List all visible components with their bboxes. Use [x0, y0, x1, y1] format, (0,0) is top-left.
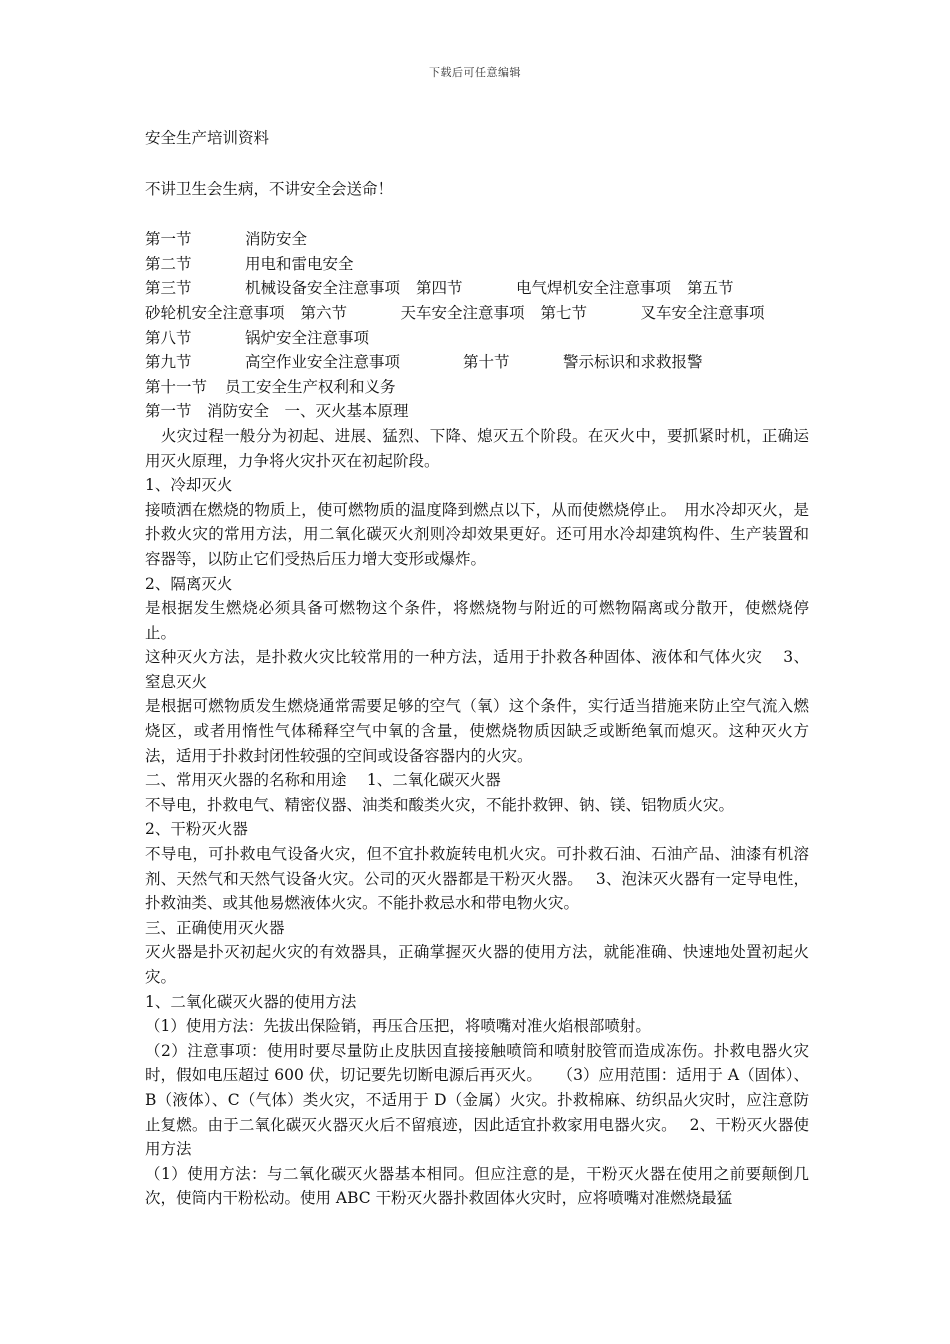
toc-section-title: 锅炉安全注意事项	[245, 328, 370, 347]
paragraph: 火灾过程一般分为初起、进展、猛烈、下降、熄灭五个阶段。在灭火中，要抓紧时机，正确运用灭火原理，力争将火灾扑灭在初起阶段。	[145, 426, 809, 470]
document-title: 安全生产培训资料	[145, 129, 270, 147]
paragraph: 是根据发生燃烧必须具备可燃物这个条件，将燃烧物与附近的可燃物隔离或分散开，使燃烧停止。	[145, 599, 809, 642]
toc-section-title: 消防安全	[245, 230, 308, 249]
toc-section-number: 第十节	[463, 353, 510, 372]
toc-section-number: 第五节	[687, 279, 734, 298]
toc-section-title: 机械设备安全注意事项	[245, 279, 401, 298]
toc-section-title: 高空作业安全注意事项	[245, 353, 401, 372]
toc-section-title: 电气焊机安全注意事项	[516, 279, 672, 298]
paragraph: （1）使用方法：先拔出保险销，再压合压把，将喷嘴对准火焰根部喷射。	[145, 1017, 651, 1036]
paragraph: 是根据可燃物质发生燃烧通常需要足够的空气（氧）这个条件，实行适当措施来防止空气流入燃烧区，或者用惰性气体稀释空气中氧的含量，使燃烧物质因缺乏或断绝氧而熄灭。这种灭火方法，适用于扑救封闭性较强的空间或设备容器内的火灾。	[145, 697, 809, 765]
toc-section-title: 天车安全注意事项	[400, 303, 525, 322]
paragraph: （2）注意事项：使用时要尽量防止皮肤因直接接触喷筒和喷射胶管而造成冻伤。扑救电器火灾时，假如电压超过 600 伏，切记要先切断电源后再灭火。 （3）应用范围：适用于 A（固体）、B（液体）、C（气体）类火灾，不适用于 D（金属）火灾。扑救棉麻、纺织品火灾时，应注意防止复燃。由于二氧化碳灭火器灭火后不留痕迹，因此适宜扑救家用电器火灾。 2、干粉灭火器使用方法	[145, 1041, 809, 1159]
toc-section-title: 砂轮机安全注意事项	[145, 303, 285, 322]
toc-section-number: 第八节	[145, 328, 192, 347]
toc-section-number: 第二节	[145, 254, 192, 273]
subheading: 1、二氧化碳灭火器的使用方法	[145, 992, 357, 1011]
toc-line	[145, 350, 809, 375]
toc-section-number: 第一节	[145, 230, 192, 249]
paragraph: 不导电，可扑救电气设备火灾，但不宜扑救旋转电机火灾。可扑救石油、石油产品、油漆有机溶剂、天然气和天然气设备火灾。公司的灭火器都是干粉灭火器。 3、泡沫灭火器有一定导电性，扑救油类、或其他易燃液体火灾。不能扑救忌水和带电物火灾。	[145, 845, 809, 913]
toc-section-number: 第四节	[416, 279, 463, 298]
paragraph: 这种灭火方法，是扑救火灾比较常用的一种方法，适用于扑救各种固体、液体和气体火灾 3、窒息灭火	[145, 648, 809, 691]
safety-slogan: 不讲卫生会生病，不讲安全会送命！	[145, 179, 394, 198]
subheading: 2、干粉灭火器	[145, 820, 248, 839]
toc-section-title: 用电和雷电安全	[245, 254, 354, 273]
toc-line	[145, 375, 809, 400]
toc-line	[145, 227, 809, 252]
toc-line	[145, 276, 809, 301]
paragraph: 灭火器是扑灭初起火灾的有效器具，正确掌握灭火器的使用方法，就能准确、快速地处置初起火灾。	[145, 943, 809, 986]
toc-section-number: 第三节	[145, 279, 192, 298]
paragraph: （1）使用方法：与二氧化碳灭火器基本相同。但应注意的是，干粉灭火器在使用之前要颠倒几次，使筒内干粉松动。使用 ABC 干粉灭火器扑救固体火灾时，应将喷嘴对准燃烧最猛	[145, 1164, 809, 1208]
paragraph: 不导电，扑救电气、精密仪器、油类和酸类火灾，不能扑救钾、钠、镁、铝物质火灾。	[145, 795, 735, 814]
toc-section-title: 员工安全生产权利和义务	[225, 377, 396, 396]
toc-section-title: 叉车安全注意事项	[640, 303, 765, 322]
toc-section-number: 第七节	[540, 303, 588, 322]
page-header: 下载后可任意编辑	[429, 66, 521, 79]
toc-section-title: 警示标识和求救报警	[563, 353, 703, 372]
toc-section-number: 第九节	[145, 353, 192, 372]
toc-line	[145, 252, 809, 277]
subheading: 2、隔离灭火	[145, 574, 233, 593]
section-heading: 三、正确使用灭火器	[145, 918, 285, 937]
subheading: 1、冷却灭火	[145, 476, 233, 495]
toc-section-number: 第六节	[300, 303, 348, 322]
toc-line	[145, 326, 809, 351]
document-body	[145, 126, 809, 1211]
section-heading: 二、常用灭火器的名称和用途 1、二氧化碳灭火器	[145, 771, 501, 790]
section-heading: 第一节 消防安全 一、灭火基本原理	[145, 402, 409, 421]
paragraph: 接喷洒在燃烧的物质上，使可燃物质的温度降到燃点以下，从而使燃烧停止。 用水冷却灭火，是扑救火灾的常用方法，用二氧化碳灭火剂则冷却效果更好。还可用水冷却建筑构件、生产装置和容器等，以防止它们受热后压力增大变形或爆炸。	[145, 500, 809, 568]
toc-section-number: 第十一节	[145, 377, 208, 396]
toc-line	[145, 301, 809, 326]
